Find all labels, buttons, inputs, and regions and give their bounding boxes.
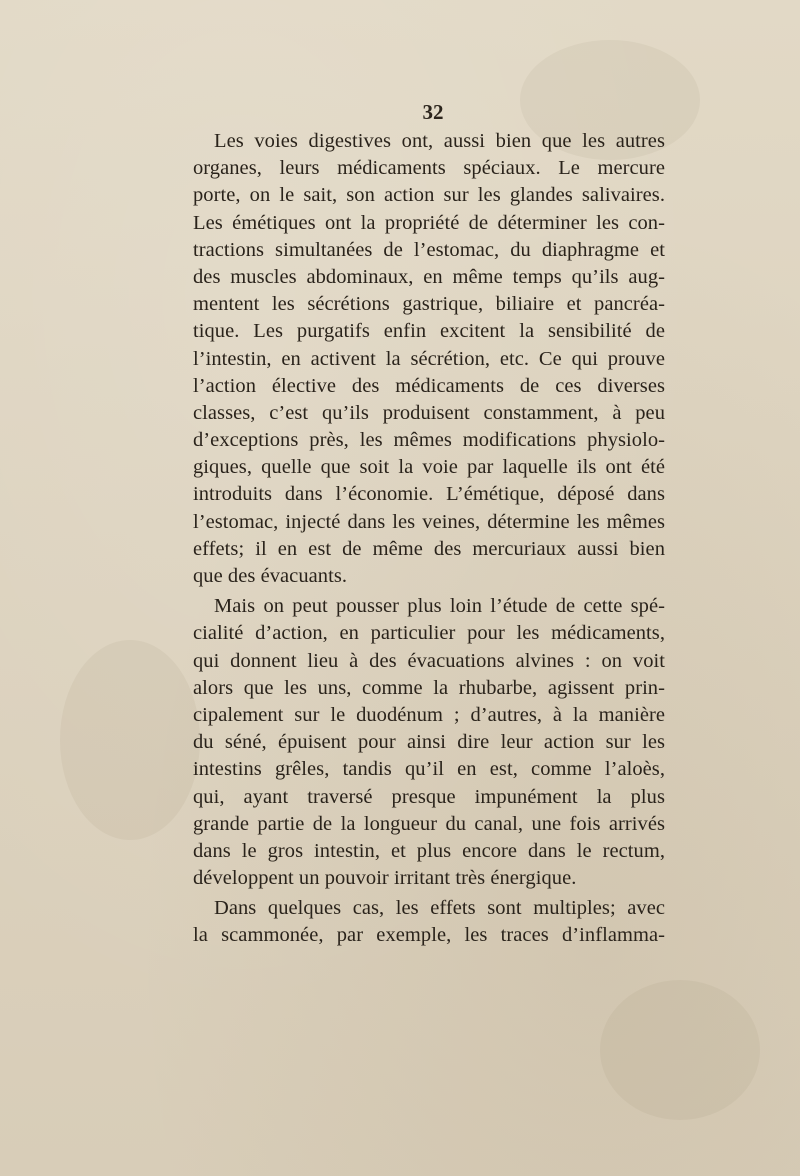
paragraph [193, 895, 665, 949]
text-line: Dans quelques cas, les effets sont multiples; avec [214, 897, 665, 920]
text-line: organes, leurs médicaments spéciaux. Le mercure [193, 157, 665, 180]
text-line: Mais on peut pousser plus loin l’étude de cette spé- [214, 595, 665, 618]
text-line: tique. Les purgatifs enfin excitent la sensibilité de [193, 320, 665, 343]
text-line: développent un pouvoir irritant très énergique. [193, 867, 577, 890]
text-line: classes, c’est qu’ils produisent constamment, à peu [193, 401, 665, 424]
text-line: Les voies digestives ont, aussi bien que les autres [214, 130, 665, 152]
text-line: d’exceptions près, les mêmes modifications physiolo- [193, 429, 665, 452]
text-line: tractions simultanées de l’estomac, du diaphragme et [193, 238, 665, 261]
text-line: alors que les uns, comme la rhubarbe, agissent prin- [193, 676, 665, 699]
text-line: grande partie de la longueur du canal, une fois arrivés [193, 812, 665, 835]
text-line: Les émétiques ont la propriété de déterminer les con- [193, 211, 665, 234]
text-line: cipalement sur le duodénum ; d’autres, à la manière [193, 703, 665, 726]
text-line: l’estomac, injecté dans les veines, détermine les mêmes [193, 510, 665, 533]
text-line: qui, ayant traversé presque impunément la plus [193, 785, 665, 808]
text-line: mentent les sécrétions gastrique, biliaire et pancréa- [193, 293, 665, 316]
body-text [193, 128, 665, 950]
text-line: dans le gros intestin, et plus encore dans le rectum, [193, 839, 665, 862]
page-number: 32 [422, 100, 444, 124]
text-line: intestins grêles, tandis qu’il en est, comme l’aloès, [193, 758, 665, 781]
text-line: qui donnent lieu à des évacuations alvines : on voit [193, 649, 665, 672]
text-line: l’action élective des médicaments de ces diverses [193, 374, 665, 397]
text-line: l’intestin, en activent la sécrétion, etc. Ce qui prouve [193, 347, 665, 370]
text-line: effets; il en est de même des mercuriaux aussi bien [193, 537, 665, 560]
paragraph [193, 593, 665, 892]
text-line: cialité d’action, en particulier pour les médicaments, [193, 622, 665, 645]
paper-stain [600, 980, 760, 1120]
text-line: que des évacuants. [193, 565, 348, 587]
text-line: du séné, épuisent pour ainsi dire leur action sur les [193, 731, 665, 754]
text-line: giques, quelle que soit la voie par laquelle ils ont été [193, 456, 665, 479]
text-line: introduits dans l’économie. L’émétique, déposé dans [193, 483, 665, 506]
text-line: des muscles abdominaux, en même temps qu’ils aug- [193, 265, 665, 288]
paper-stain [60, 640, 200, 840]
text-line: porte, on le sait, son action sur les glandes salivaires. [193, 184, 665, 207]
text-line: la scammonée, par exemple, les traces d’inflamma- [193, 924, 665, 947]
paragraph [193, 128, 665, 590]
